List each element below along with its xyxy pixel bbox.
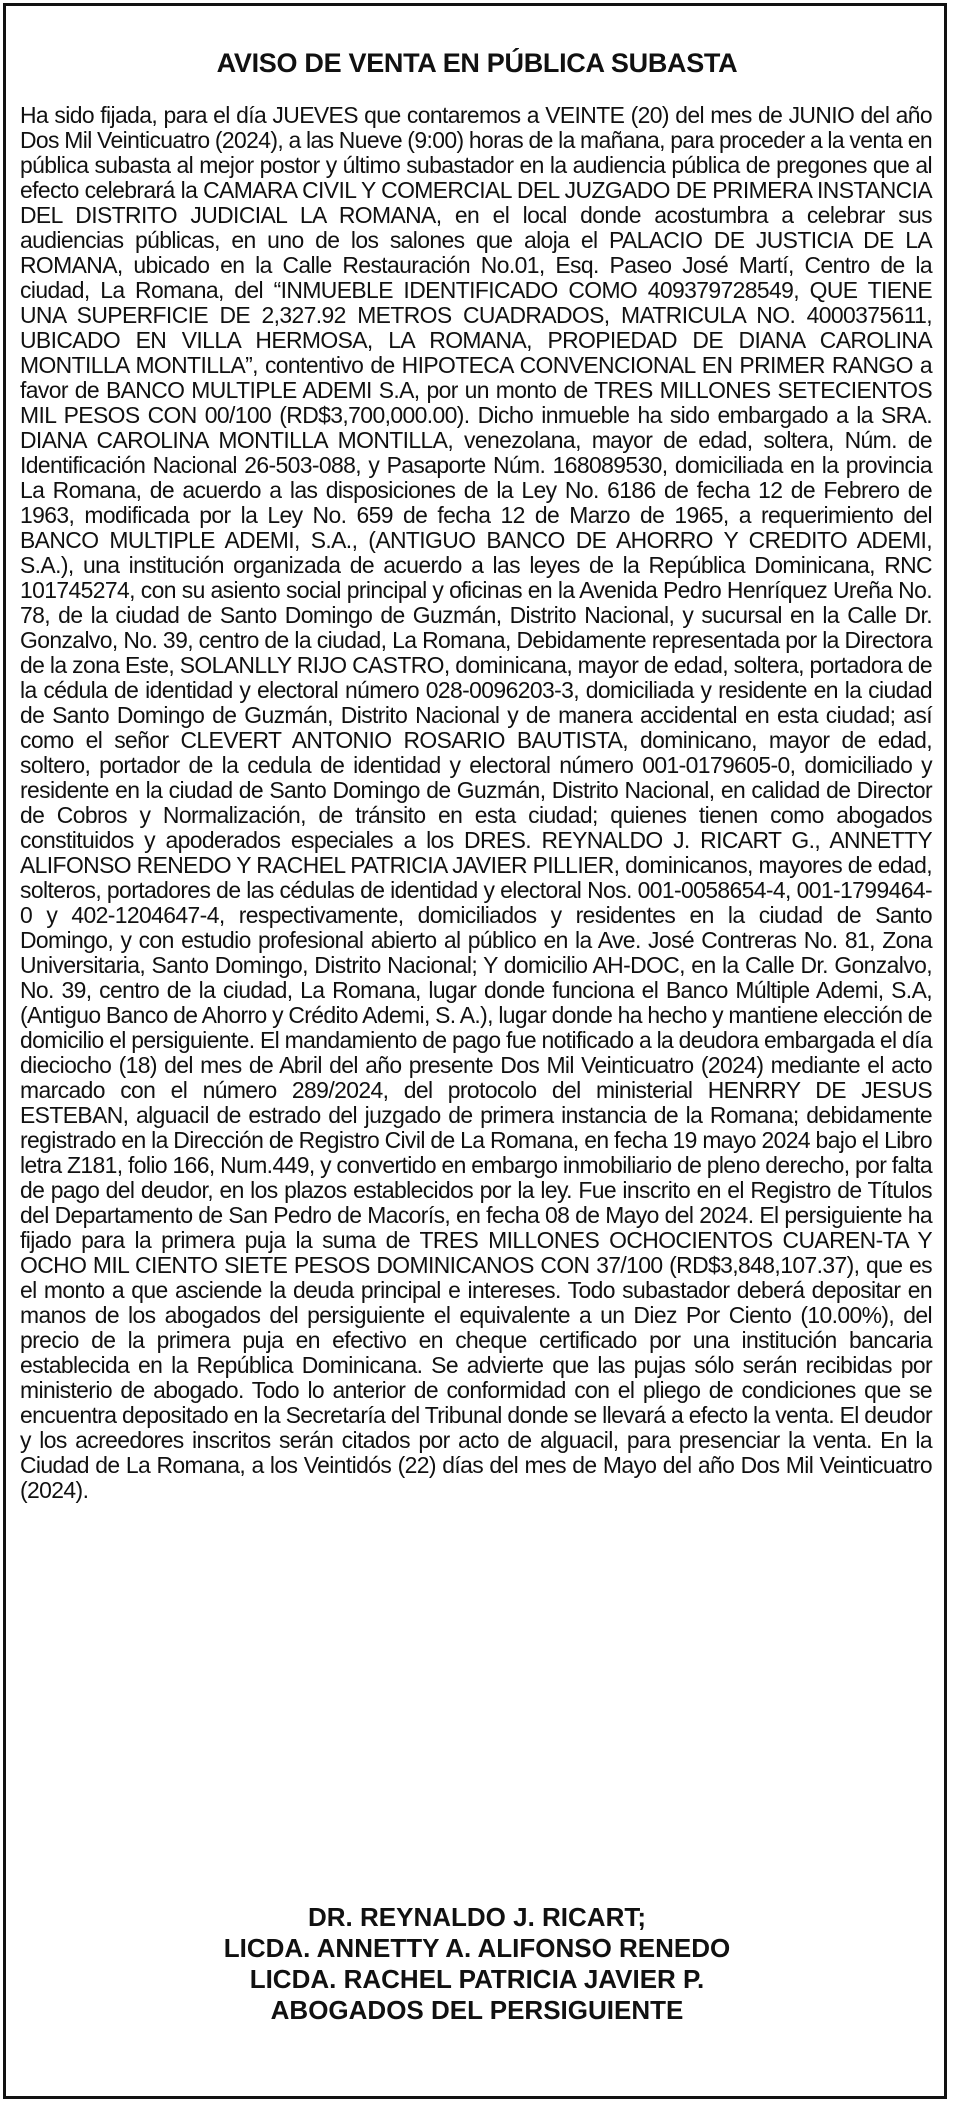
signature-line-2: LICDA. ANNETTY A. ALIFONSO RENEDO xyxy=(223,1933,731,1963)
signature-block xyxy=(0,1902,954,2026)
signature-line-1: DR. REYNALDO J. RICART; xyxy=(307,1902,646,1932)
notice-title: AVISO DE VENTA EN PÚBLICA SUBASTA xyxy=(216,48,738,78)
notice-body: Ha sido fijada, para el día JUEVES que contaremos a VEINTE (20) del mes de JUNIO del año Dos Mil Veinticuatro (2024), a las Nueve (9:00) horas de la mañana, para proceder a la venta en pública subasta al mejor postor y último subastador en la audiencia pública de pregones que al efecto celebrará la CAMARA CIVIL Y COMERCIAL DEL JUZGADO DE PRIMERA INSTANCIA DEL DISTRITO JUDICIAL LA ROMANA, en el local donde acostumbra a celebrar sus audiencias públicas, en uno de los salones que aloja el PALACIO DE JUSTICIA DE LA ROMANA, ubicado en la Calle Restauración No.01, Esq. Paseo José Martí, Centro de la ciudad, La Romana, del “INMUEBLE IDENTIFICADO COMO 409379728549, QUE TIENE UNA SUPERFICIE DE 2,327.92 METROS CUADRADOS, MATRICULA NO. 4000375611, UBICADO EN VILLA HERMOSA, LA ROMANA, PROPIEDAD DE DIANA CAROLINA MONTILLA MONTILLA”, contentivo de HIPOTECA CONVENCIONAL EN PRIMER RANGO a favor de BANCO MULTIPLE ADEMI S.A, por un monto de TRES MILLONES SETECIENTOS MIL PESOS CON 00/100 (RD$3,700,000.00). Dicho inmueble ha sido embargado a la SRA. DIANA CAROLINA MONTILLA MONTILLA, venezolana, mayor de edad, soltera, Núm. de Identificación Nacional 26-503-088, y Pasaporte Núm. 168089530, domiciliada en la provincia La Romana, de acuerdo a las disposiciones de la Ley No. 6186 de fecha 12 de Febrero de 1963, modificada por la Ley No. 659 de fecha 12 de Marzo de 1965, a requerimiento del BANCO MULTIPLE ADEMI, S.A., (ANTIGUO BANCO DE AHORRO Y CREDITO ADEMI, S.A.), una institución organizada de acuerdo a las leyes de la República Dominicana, RNC 101745274, con su asiento social principal y oficinas en la Avenida Pedro Henríquez Ureña No. 78, de la ciudad de Santo Domingo de Guzmán, Distrito Nacional, y sucursal en la Calle Dr. Gonzalvo, No. 39, centro de la ciudad, La Romana, Debidamente representada por la Directora de la zona Este, SOLANLLY RIJO CASTRO, dominicana, mayor de edad, soltera, portadora de la cédula de identidad y electoral número 028-0096203-3, domiciliada y residente en la ciudad de Santo Domingo de Guzmán, Distrito Nacional y de manera accidental en esta ciudad; así como el señor CLEVERT ANTONIO ROSARIO BAUTISTA, dominicano, mayor de edad, soltero, portador de la cedula de identidad y electoral número 001-0179605-0, domiciliado y residente en la ciudad de Santo Domingo de Guzmán, Distrito Nacional, en calidad de Director de Cobros y Normalización, de tránsito en esta ciudad; quienes tienen como abogados constituidos y apoderados especiales a los DRES. REYNALDO J. RICART G., ANNETTY ALIFONSO RENEDO Y RACHEL PATRICIA JAVIER PILLIER, dominicanos, mayores de edad, solteros, portadores de las cédulas de identidad y electoral Nos. 001-0058654-4, 001-1799464-0 y 402-1204647-4, respectivamente, domiciliados y residentes en la ciudad de Santo Domingo, y con estudio profesional abierto al público en la Ave. José Contreras No. 81, Zona Universitaria, Santo Domingo, Distrito Nacional; Y domicilio AH-DOC, en la Calle Dr. Gonzalvo, No. 39, centro de la ciudad, La Romana, lugar donde funciona el Banco Múltiple Ademi, S.A, (Antiguo Banco de Ahorro y Crédito Ademi, S. A.), lugar donde ha hecho y mantiene elección de domicilio el persiguiente. El mandamiento de pago fue notificado a la deudora embargada el día dieciocho (18) del mes de Abril del año presente Dos Mil Veinticuatro (2024) mediante el acto marcado con el número 289/2024, del protocolo del ministerial HENRRY DE JESUS ESTEBAN, alguacil de estrado del juzgado de primera instancia de la Romana; debidamente registrado en la Dirección de Registro Civil de La Romana, en fecha 19 mayo 2024 bajo el Libro letra Z181, folio 166, Num.449, y convertido en embargo inmobiliario de pleno derecho, por falta de pago del deudor, en los plazos establecidos por la ley. Fue inscrito en el Registro de Títulos del Departamento de San Pedro de Macorís, en fecha 08 de Mayo del 2024. El persiguiente ha fijado para la primera puja la suma de TRES MILLONES OCHOCIENTOS CUAREN-TA Y OCHO MIL CIENTO SIETE PESOS DOMINICANOS CON 37/100 (RD$3,848,107.37), que es el monto a que asciende la deuda principal e intereses. Todo subastador deberá depositar en manos de los abogados del persiguiente el equivalente a un Diez Por Ciento (10.00%), del precio de la primera puja en efectivo en cheque certificado por una institución bancaria establecida en la República Dominicana. Se advierte que las pujas sólo serán recibidas por ministerio de abogado. Todo lo anterior de conformidad con el pliego de condiciones que se encuentra depositado en la Secretaría del Tribunal donde se llevará a efecto la venta. El deudor y los acreedores inscritos serán citados por acto de alguacil, para presenciar la venta. En la Ciudad de La Romana, a los Veintidós (22) días del mes de Mayo del año Dos Mil Veinticuatro (2024). xyxy=(20,102,932,1503)
signature-line-3: LICDA. RACHEL PATRICIA JAVIER P. xyxy=(249,1964,705,1994)
signature-line-4: ABOGADOS DEL PERSIGUIENTE xyxy=(270,1995,684,2025)
